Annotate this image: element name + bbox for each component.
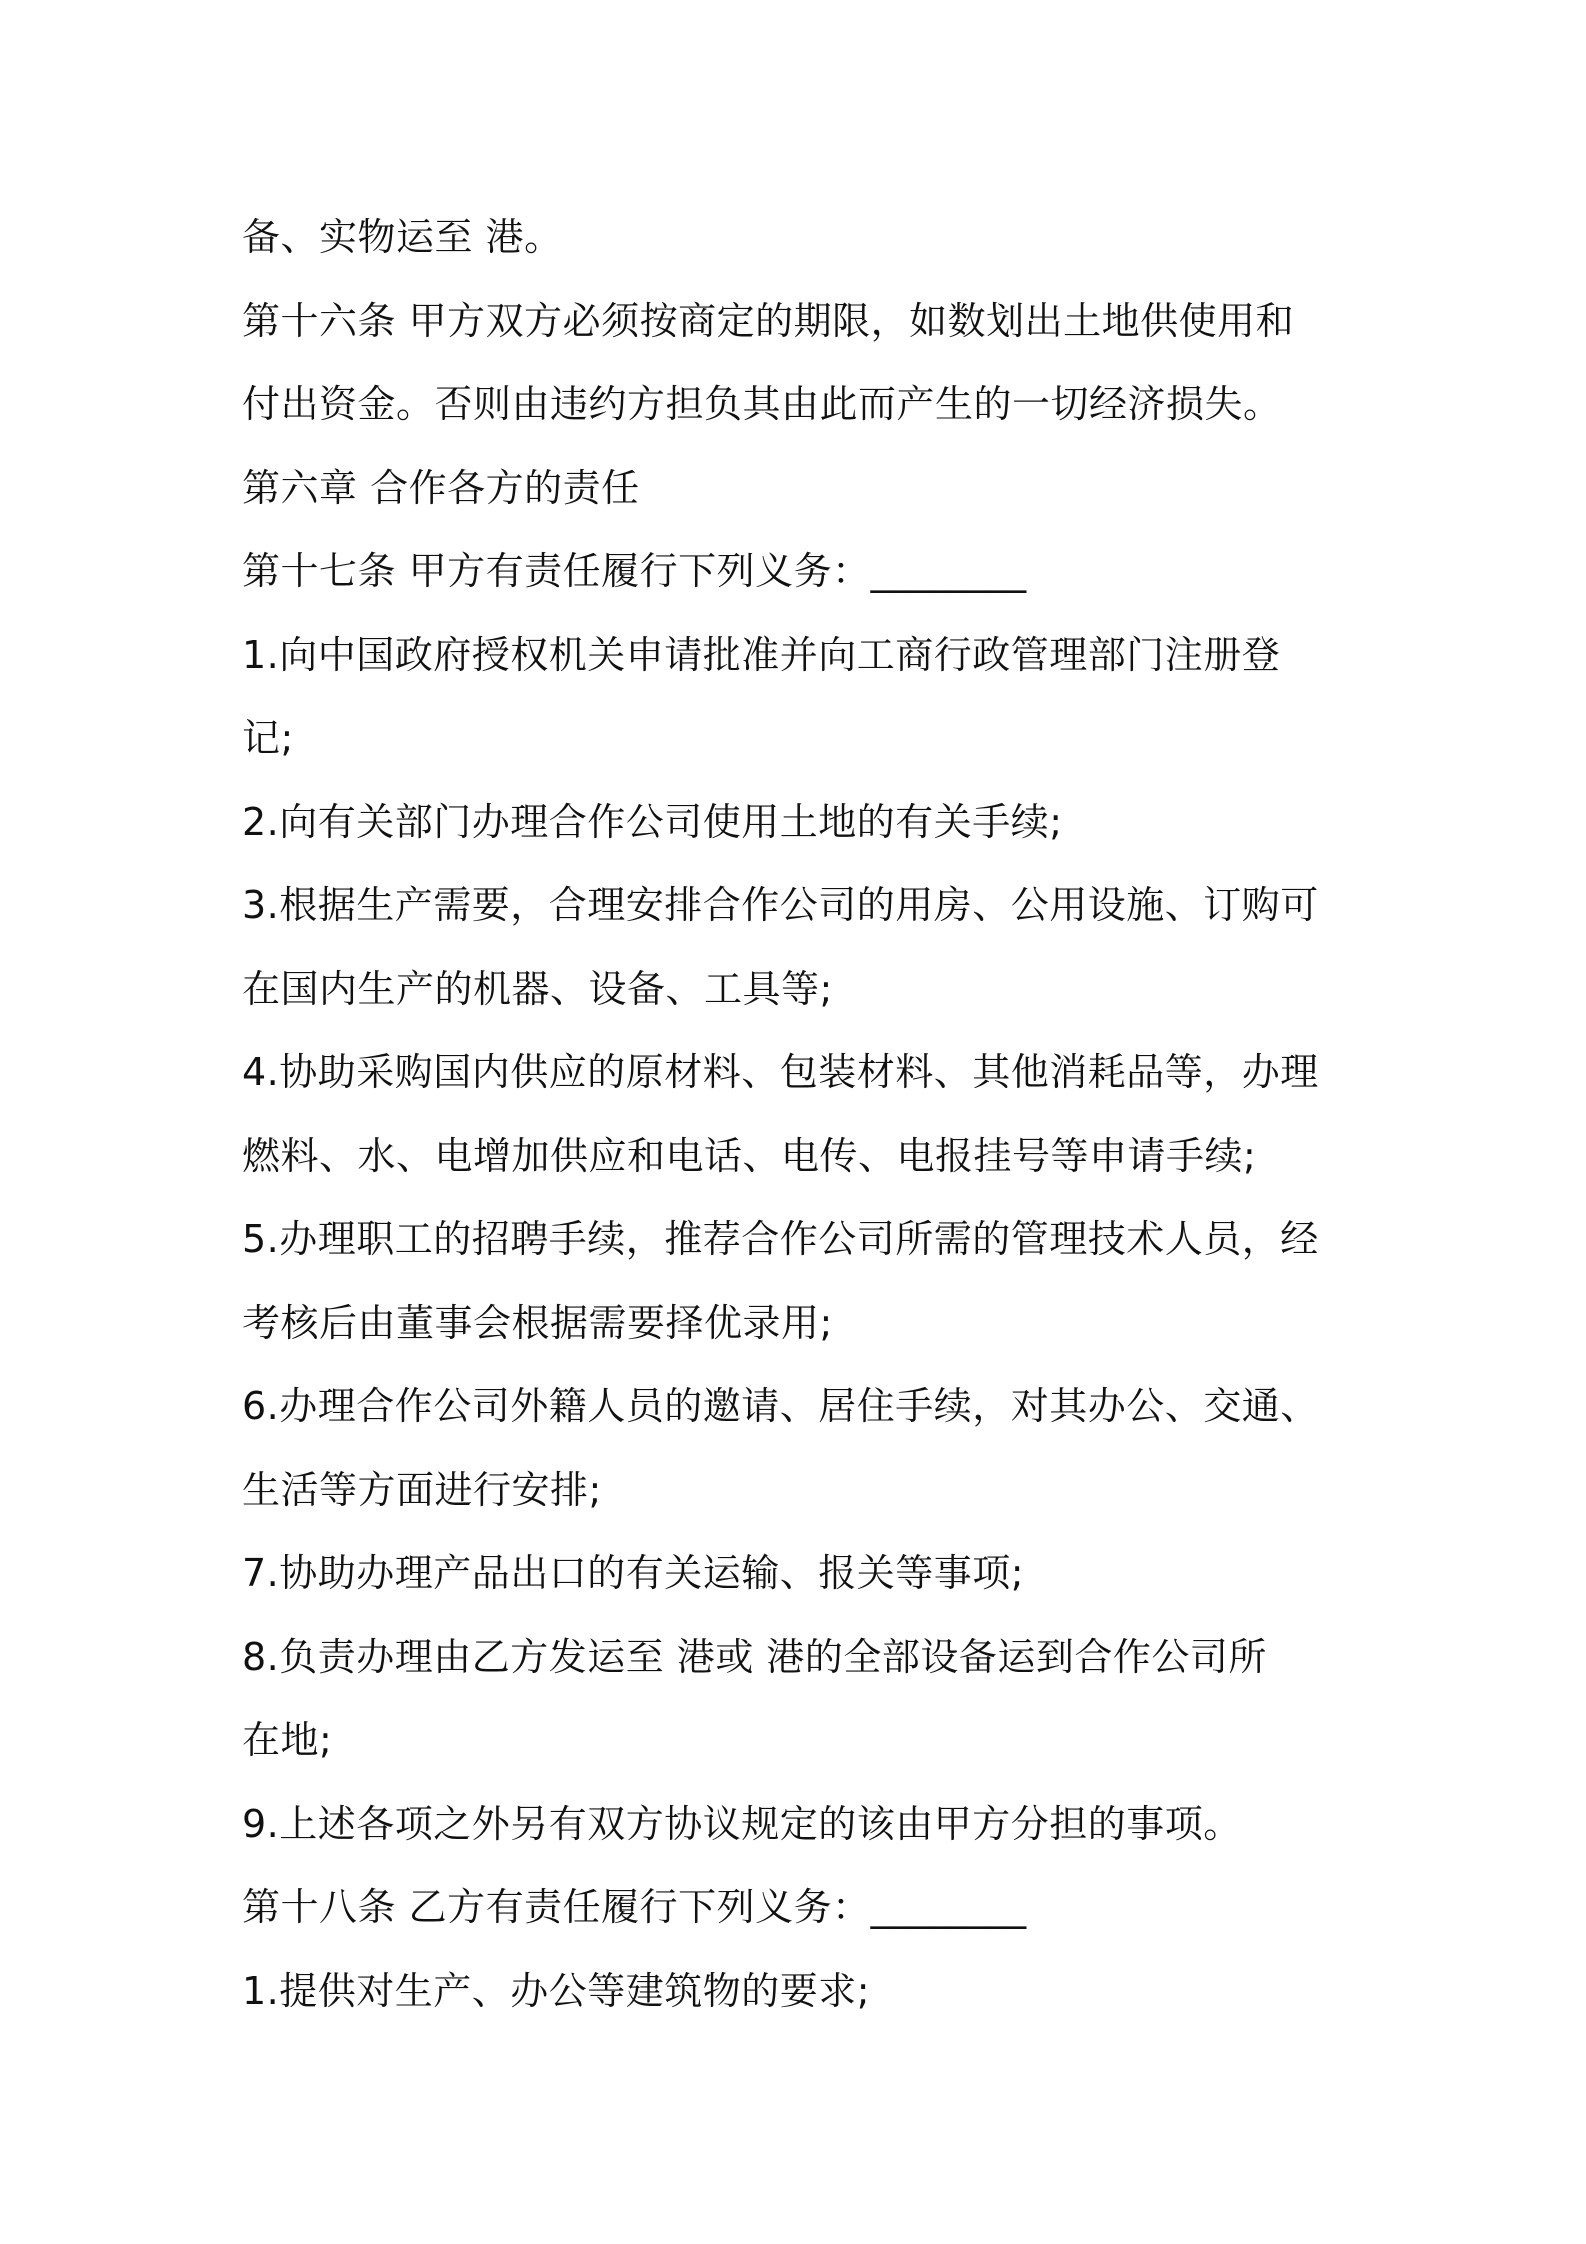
text-line: 记; bbox=[242, 716, 294, 760]
text-line: 考核后由董事会根据需要择优录用; bbox=[242, 1300, 833, 1345]
article-17-heading: 第十七条 甲方有责任履行下列义务：________ bbox=[242, 549, 1027, 593]
text-line: 燃料、水、电增加供应和电话、电传、电报挂号等申请手续; bbox=[242, 1133, 1257, 1178]
text-line: 在地; bbox=[242, 1718, 333, 1762]
text-line: 备、实物运至 港。 bbox=[242, 215, 563, 259]
list-item: 8.负责办理由乙方发运至 港或 港的全部设备运到合作公司所 bbox=[242, 1634, 1267, 1679]
article-18-heading: 第十八条 乙方有责任履行下列义务：________ bbox=[242, 1885, 1027, 1929]
list-item: 3.根据生产需要，合理安排合作公司的用房、公用设施、订购可 bbox=[242, 883, 1319, 927]
list-item: 9.上述各项之外另有双方协议规定的该由甲方分担的事项。 bbox=[242, 1801, 1242, 1846]
list-item: 1.提供对生产、办公等建筑物的要求; bbox=[242, 1968, 871, 2013]
text-line: 在国内生产的机器、设备、工具等; bbox=[242, 966, 833, 1011]
document-body bbox=[242, 196, 1362, 2033]
list-item: 2.向有关部门办理合作公司使用土地的有关手续; bbox=[242, 799, 1063, 844]
list-item: 6.办理合作公司外籍人员的邀请、居住手续，对其办公、交通、 bbox=[242, 1384, 1319, 1428]
list-item: 1.向中国政府授权机关申请批准并向工商行政管理部门注册登 bbox=[242, 632, 1281, 677]
text-line: 付出资金。否则由违约方担负其由此而产生的一切经济损失。 bbox=[242, 382, 1282, 426]
list-item: 5.办理职工的招聘手续，推荐合作公司所需的管理技术人员，经 bbox=[242, 1217, 1319, 1261]
article-16-heading: 第十六条 甲方双方必须按商定的期限，如数划出土地供使用和 bbox=[242, 298, 1295, 343]
text-line: 生活等方面进行安排; bbox=[242, 1467, 602, 1512]
list-item: 4.协助采购国内供应的原材料、包装材料、其他消耗品等，办理 bbox=[242, 1050, 1319, 1094]
chapter-6-heading: 第六章 合作各方的责任 bbox=[242, 465, 640, 510]
list-item: 7.协助办理产品出口的有关运输、报关等事项; bbox=[242, 1551, 1025, 1595]
